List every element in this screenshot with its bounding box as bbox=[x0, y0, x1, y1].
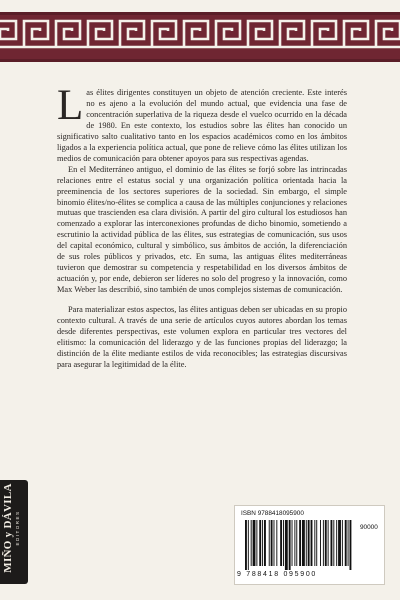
barcode-bar bbox=[274, 520, 275, 566]
barcode-bar bbox=[253, 520, 256, 566]
barcode-bar bbox=[314, 520, 315, 566]
barcode-bar bbox=[256, 520, 257, 566]
meander-pattern bbox=[0, 15, 400, 53]
barcode-bar bbox=[292, 520, 293, 566]
blurb-paragraph-3: Para materializar estos aspectos, las élites antiguas deben ser ubicadas en su propio contexto cultural. A través de una serie de artículos cuyos autores abordan los temas desde diferentes perspectivas, este volumen explora en particular tres vectores del elitismo: la comunicación del liderazgo y de las funciones propias del liderazgo; la distinción de la élite mediante estilos de vida reconocibles; las estrategias discursivas para asegurar la legitimidad de la élite. bbox=[57, 305, 347, 369]
barcode-bar bbox=[316, 520, 317, 566]
meander-unit bbox=[376, 21, 400, 47]
barcode-bar bbox=[264, 520, 266, 566]
barcode-bar bbox=[269, 520, 270, 566]
barcode-bar bbox=[325, 520, 327, 566]
greek-key-border bbox=[0, 12, 400, 62]
meander-unit bbox=[88, 21, 112, 47]
barcode-bar bbox=[323, 520, 324, 566]
meander-unit bbox=[280, 21, 304, 47]
barcode-bar bbox=[280, 520, 282, 566]
meander-unit bbox=[152, 21, 176, 47]
meander-unit bbox=[184, 21, 208, 47]
meander-unit bbox=[248, 21, 272, 47]
barcode-bar bbox=[299, 520, 301, 566]
barcode-bar bbox=[311, 520, 313, 566]
barcode-bar bbox=[328, 520, 329, 566]
isbn-label: ISBN 9788418095900 bbox=[241, 510, 304, 517]
barcode-bar bbox=[296, 520, 297, 566]
barcode-bars bbox=[245, 520, 357, 570]
publisher-name: MIÑO y DÁVILA bbox=[2, 483, 14, 573]
isbn-barcode bbox=[234, 505, 385, 585]
meander-unit bbox=[312, 21, 336, 47]
publisher-subtitle: EDITORES bbox=[15, 510, 20, 546]
barcode-bar bbox=[302, 520, 305, 566]
barcode-bar bbox=[289, 520, 291, 570]
barcode-bar bbox=[276, 520, 277, 566]
barcode-bar bbox=[251, 520, 252, 566]
blurb-paragraph-2: En el Mediterráneo antiguo, el dominio de las élites se forjó sobre las intrincadas relaciones entre el estatus social y una organización política orientada hacia la preeminencia de los sectores superiores de la sociedad. Sin embargo, el simple binomio élites/no-élites se complica a causa de las múltiples conjunciones y relaciones mutuas que trascienden esa clara división. A partir del giro cultural los estudiosos han comenzado a explorar las interconexiones profundas de dicho binomio, sometiendo a escrutinio la actividad pública de las élites, sus estrategias de comunicación, sus usos del capital económico, cultural y simbólico, sus ámbitos de acción, la diferenciación de sus roles públicos y privados, etc. En suma, las antiguas élites mediterráneas tuvieron que demostrar su competencia y respetabilidad en los diversos ámbitos de actuación y, por ende, debieron ser líderes no solo del progreso y la innovación, como Max Weber las describió, sino también de unos complejos sistemas de comunicación. bbox=[57, 164, 347, 295]
barcode-bar bbox=[283, 520, 284, 566]
meander-unit bbox=[216, 21, 240, 47]
barcode-bar bbox=[342, 520, 343, 566]
isbn-digits: 9 788418 095900 bbox=[237, 571, 317, 578]
barcode-bar bbox=[306, 520, 307, 566]
publisher-logo bbox=[0, 480, 28, 584]
price-code: 90000 bbox=[360, 524, 378, 531]
barcode-bar bbox=[336, 520, 337, 566]
barcode-bar bbox=[262, 520, 263, 566]
barcode-bar bbox=[271, 520, 273, 566]
barcode-bar bbox=[350, 520, 352, 570]
blurb-text bbox=[57, 82, 347, 371]
meander-unit bbox=[24, 21, 48, 47]
barcode-bar bbox=[345, 520, 347, 566]
barcode-bar bbox=[308, 520, 310, 566]
barcode-bar bbox=[285, 520, 288, 570]
meander-unit bbox=[0, 21, 16, 47]
blurb-paragraph-1: Las élites dirigentes constituyen un objeto de atención creciente. Este interés no es ajeno a la evolución del mundo actual, que evidencia una fase de concentración superlativa de la riqueza desde el vuelco ocurrido en la década de 1980. En este contexto, los estudios sobre las élites han conocido un significativo salto cualitativo tanto en los espacios académicos como en los ámbitos ligados a la experiencia política actual, que pone de relieve cómo las élites utilizan los medios de comunicación para obtener apoyos para sus respectivas agendas. bbox=[57, 82, 347, 163]
meander-unit bbox=[120, 21, 144, 47]
barcode-bar bbox=[320, 520, 321, 566]
meander-unit bbox=[56, 21, 80, 47]
barcode-bar bbox=[294, 520, 295, 566]
barcode-bar bbox=[248, 520, 249, 570]
barcode-bar bbox=[348, 520, 349, 566]
barcode-bar bbox=[338, 520, 341, 566]
barcode-bar bbox=[331, 520, 333, 566]
barcode-bar bbox=[245, 520, 247, 570]
barcode-bar bbox=[333, 520, 334, 566]
meander-unit bbox=[344, 21, 368, 47]
drop-cap: L bbox=[57, 82, 84, 129]
barcode-bar bbox=[259, 520, 261, 566]
